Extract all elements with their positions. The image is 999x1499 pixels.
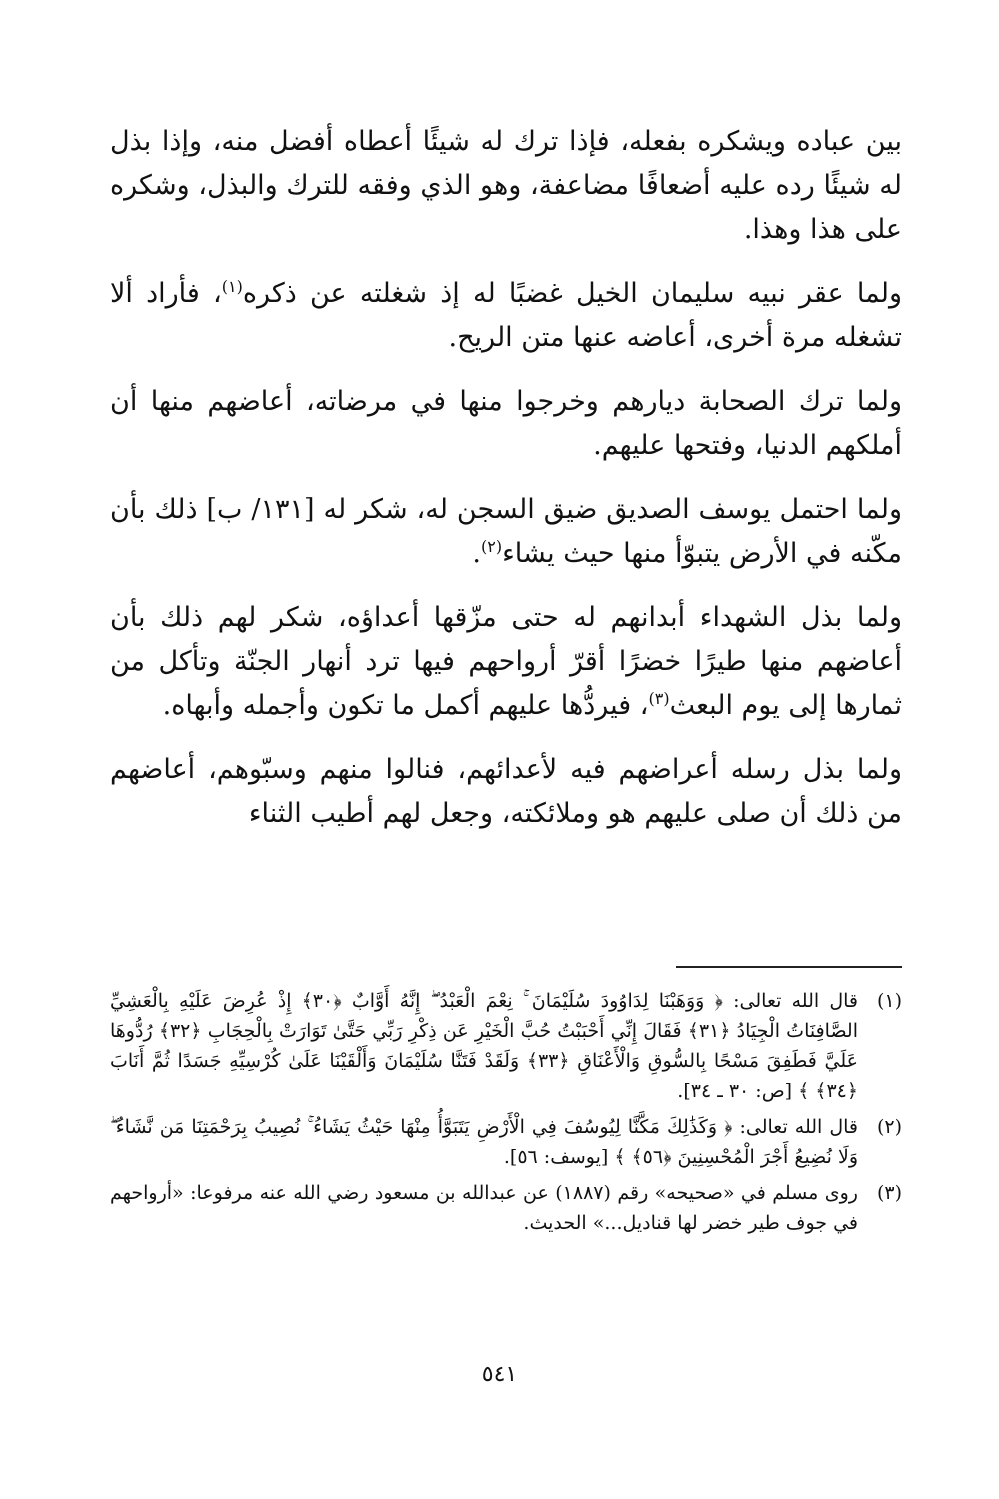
footnote-text (110, 986, 858, 1106)
quran-verse: ﴿ وَكَذَٰلِكَ مَكَّنَّا لِيُوسُفَ فِي الْأَرْضِ يَتَبَوَّأُ مِنْهَا حَيْثُ يَشَاءُ ۚ نُصِيبُ بِرَحْمَتِنَا مَن نَّشَاءُ ۖ وَلَا نُضِيعُ أَجْرَ الْمُحْسِنِينَ ﴿٥٦﴾ ﴾ (110, 1116, 858, 1168)
footnote-number: (٢) (876, 1116, 902, 1138)
footnote-marker[interactable]: (١) (221, 277, 243, 296)
footnote-marker[interactable]: (٣) (648, 689, 670, 708)
footnote-intro: روى مسلم في «صحيحه» رقم (١٨٨٧) عن عبدالله بن مسعود رضي الله عنه مرفوعا: «أرواحهم في جوف طير خضر لها قناديل...» الحديث. (110, 1182, 858, 1234)
quran-verse: ﴿ وَوَهَبْنَا لِدَاوُودَ سُلَيْمَانَ ۚ نِعْمَ الْعَبْدُ ۖ إِنَّهُ أَوَّابٌ ﴿٣٠﴾ إِذْ عُرِضَ عَلَيْهِ بِالْعَشِيِّ الصَّافِنَاتُ الْجِيَادُ ﴿٣١﴾ فَقَالَ إِنِّي أَحْبَبْتُ حُبَّ الْخَيْرِ عَن ذِكْرِ رَبِّي حَتَّىٰ تَوَارَتْ بِالْحِجَابِ ﴿٣٢﴾ رُدُّوهَا عَلَيَّ فَطَفِقَ مَسْحًا بِالسُّوقِ وَالْأَعْنَاقِ ﴿٣٣﴾ وَلَقَدْ فَتَنَّا سُلَيْمَانَ وَأَلْقَيْنَا عَلَىٰ كُرْسِيِّهِ جَسَدًا ثُمَّ أَنَابَ ﴿٣٤﴾ ﴾ (110, 990, 859, 1102)
footnote-number: (٣) (876, 1182, 902, 1204)
paragraph-text: ولما بذل رسله أعراضهم فيه لأعدائهم، فنالوا منهم وسبّوهم، أعاضهم من ذلك أن صلى عليهم هو وملائكته، وجعل لهم أطيب الثناء (110, 754, 902, 829)
paragraph-1 (110, 120, 902, 252)
paragraph-text: ، فيردُّها عليهم أكمل ما تكون وأجمله وأبهاه. (162, 690, 649, 721)
footnote-intro: قال الله تعالى: (732, 1116, 859, 1138)
verse-reference: [ص: ٣٠ ـ ٣٤]. (677, 1080, 799, 1102)
footnote-divider (676, 966, 902, 968)
footnote-3 (110, 1178, 902, 1238)
paragraph-6 (110, 748, 902, 836)
paragraph-text: . (472, 538, 481, 569)
footnotes-section (110, 986, 902, 1244)
footnote-intro: قال الله تعالى: (722, 990, 859, 1012)
page-number: ٥٤١ (481, 1362, 518, 1387)
footnote-1 (110, 986, 902, 1106)
paragraph-text: ولما احتمل يوسف الصديق ضيق السجن له، شكر له [١٣١/ ب] ذلك بأن مكّنه في الأرض يتبوّأ منها حيث يشاء (110, 494, 902, 569)
paragraph-text: بين عباده ويشكره بفعله، فإذا ترك له شيئًا أعطاه أفضل منه، وإذا بذل له شيئًا رده عليه أضعافًا مضاعفة، وهو الذي وفقه للترك والبذل، وشكره على هذا وهذا. (110, 126, 902, 245)
footnote-number: (١) (876, 990, 902, 1012)
paragraph-text: ولما عقر نبيه سليمان الخيل غضبًا له إذ شغلته عن ذكره (242, 278, 902, 309)
paragraph-text: ولما ترك الصحابة ديارهم وخرجوا منها في مرضاته، أعاضهم منها أن أملكهم الدنيا، وفتحها عليهم. (110, 386, 902, 461)
paragraph-text: ولما بذل الشهداء أبدانهم له حتى مزّقها أعداؤه، شكر لهم ذلك بأن أعاضهم منها طيرًا خضرًا أقرّ أرواحهم فيها ترد أنهار الجنّة وتأكل من ثمارها إلى يوم البعث (110, 602, 902, 721)
main-text (110, 120, 902, 856)
footnote-text (110, 1178, 858, 1238)
verse-reference: [يوسف: ٥٦]. (503, 1146, 615, 1168)
footnote-2 (110, 1112, 902, 1172)
footnote-marker[interactable]: (٢) (481, 537, 503, 556)
paragraph-2 (110, 272, 902, 360)
paragraph-5 (110, 596, 902, 728)
paragraph-text: ، فأراد ألا تشغله مرة أخرى، أعاضه عنها متن الريح. (110, 278, 902, 353)
paragraph-3 (110, 380, 902, 468)
footnote-text (110, 1112, 858, 1172)
paragraph-4 (110, 488, 902, 576)
